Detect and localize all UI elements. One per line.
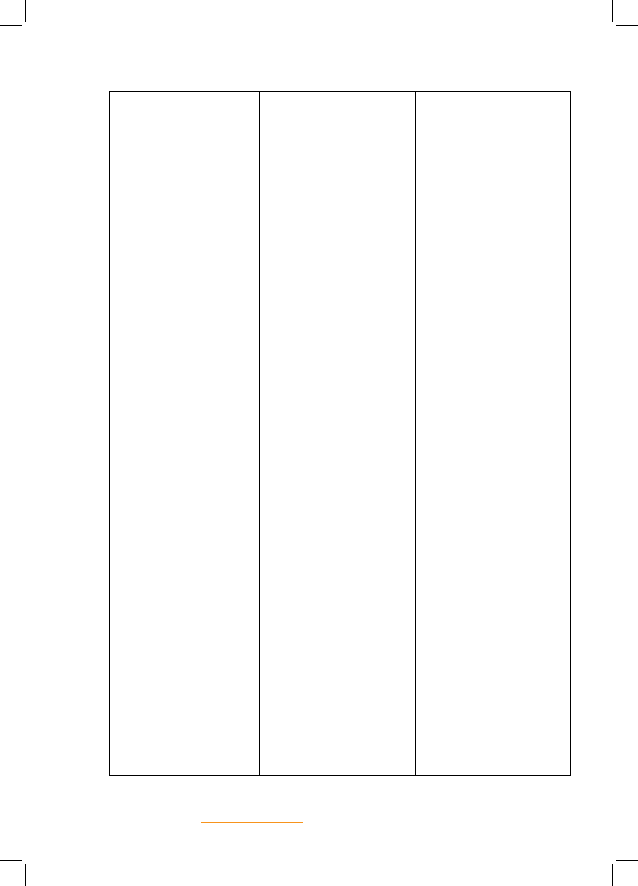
table-column-1 — [110, 92, 260, 775]
syllabus-table — [109, 91, 571, 776]
crop-mark-bl-v — [25, 864, 26, 886]
table-column-3 — [416, 92, 570, 775]
crop-mark-tr-v — [612, 0, 613, 22]
table-column-2 — [260, 92, 416, 775]
crop-mark-br-h — [616, 860, 638, 861]
crop-mark-tl-v — [25, 0, 26, 22]
footer-accent-line — [201, 822, 303, 823]
crop-mark-br-v — [612, 864, 613, 886]
crop-mark-tr-h — [616, 25, 638, 26]
page-tab-marker — [528, 826, 546, 878]
crop-mark-bl-h — [0, 860, 22, 861]
crop-mark-tl-h — [0, 25, 22, 26]
